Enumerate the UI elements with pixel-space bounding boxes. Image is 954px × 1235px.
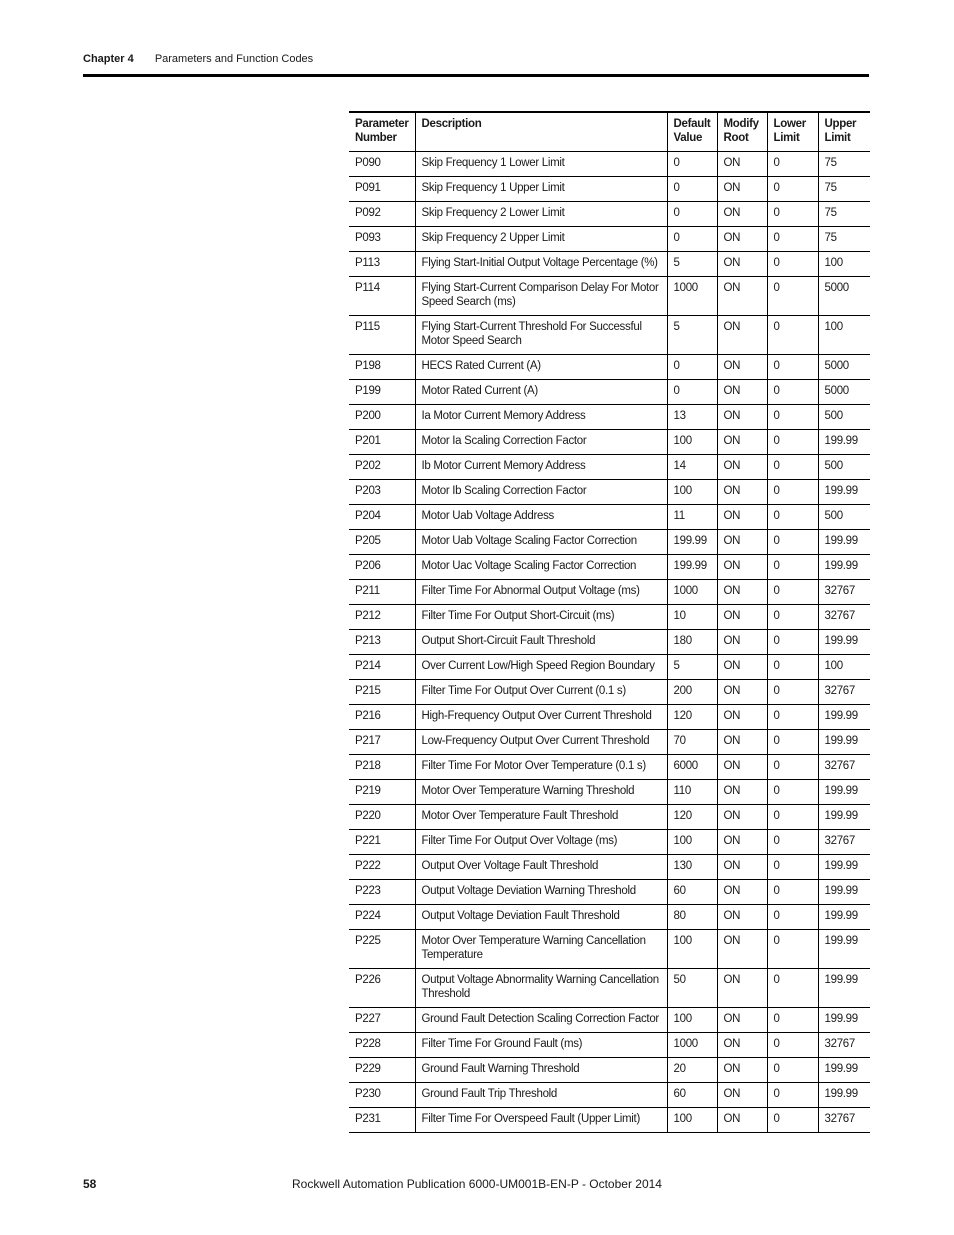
cell-modify-root: ON (717, 905, 767, 930)
cell-default-value: 14 (667, 455, 717, 480)
cell-default-value: 60 (667, 880, 717, 905)
cell-parameter-number: P199 (349, 380, 415, 405)
cell-description: Filter Time For Abnormal Output Voltage (ms) (415, 580, 667, 605)
cell-upper-limit: 199.99 (818, 780, 870, 805)
table-row (349, 705, 870, 730)
table-row (349, 430, 870, 455)
cell-parameter-number: P198 (349, 355, 415, 380)
cell-upper-limit: 32767 (818, 1108, 870, 1133)
column-header-modify-root: Modify Root (717, 112, 767, 152)
page-header (83, 53, 313, 65)
table-row (349, 202, 870, 227)
cell-lower-limit: 0 (767, 605, 818, 630)
cell-description: Motor Ib Scaling Correction Factor (415, 480, 667, 505)
cell-upper-limit: 199.99 (818, 480, 870, 505)
cell-description: Motor Ia Scaling Correction Factor (415, 430, 667, 455)
cell-upper-limit: 32767 (818, 605, 870, 630)
table-row (349, 1033, 870, 1058)
cell-modify-root: ON (717, 152, 767, 177)
cell-modify-root: ON (717, 930, 767, 969)
table-row (349, 177, 870, 202)
cell-parameter-number: P201 (349, 430, 415, 455)
table-row (349, 680, 870, 705)
cell-parameter-number: P228 (349, 1033, 415, 1058)
cell-modify-root: ON (717, 655, 767, 680)
cell-description: Ground Fault Trip Threshold (415, 1083, 667, 1108)
cell-modify-root: ON (717, 405, 767, 430)
cell-description: Skip Frequency 2 Upper Limit (415, 227, 667, 252)
cell-description: Filter Time For Overspeed Fault (Upper Limit) (415, 1108, 667, 1133)
cell-parameter-number: P216 (349, 705, 415, 730)
cell-default-value: 100 (667, 930, 717, 969)
table-row (349, 880, 870, 905)
cell-default-value: 120 (667, 805, 717, 830)
cell-upper-limit: 5000 (818, 355, 870, 380)
cell-parameter-number: P115 (349, 316, 415, 355)
cell-parameter-number: P221 (349, 830, 415, 855)
cell-modify-root: ON (717, 355, 767, 380)
cell-upper-limit: 75 (818, 202, 870, 227)
table-row (349, 405, 870, 430)
cell-description: Flying Start-Current Threshold For Successful Motor Speed Search (415, 316, 667, 355)
cell-upper-limit: 199.99 (818, 905, 870, 930)
cell-modify-root: ON (717, 430, 767, 455)
cell-default-value: 0 (667, 202, 717, 227)
cell-modify-root: ON (717, 1033, 767, 1058)
cell-parameter-number: P215 (349, 680, 415, 705)
cell-parameter-number: P205 (349, 530, 415, 555)
table-row (349, 1083, 870, 1108)
cell-default-value: 11 (667, 505, 717, 530)
cell-description: Skip Frequency 1 Lower Limit (415, 152, 667, 177)
cell-upper-limit: 100 (818, 316, 870, 355)
cell-upper-limit: 199.99 (818, 705, 870, 730)
table-row (349, 380, 870, 405)
cell-default-value: 1000 (667, 1033, 717, 1058)
cell-parameter-number: P229 (349, 1058, 415, 1083)
table-row (349, 227, 870, 252)
cell-modify-root: ON (717, 1083, 767, 1108)
cell-parameter-number: P212 (349, 605, 415, 630)
cell-parameter-number: P217 (349, 730, 415, 755)
cell-upper-limit: 100 (818, 655, 870, 680)
cell-lower-limit: 0 (767, 380, 818, 405)
cell-description: Skip Frequency 1 Upper Limit (415, 177, 667, 202)
cell-upper-limit: 32767 (818, 1033, 870, 1058)
column-header-lower-limit: Lower Limit (767, 112, 818, 152)
cell-default-value: 50 (667, 969, 717, 1008)
cell-lower-limit: 0 (767, 316, 818, 355)
cell-lower-limit: 0 (767, 880, 818, 905)
cell-lower-limit: 0 (767, 505, 818, 530)
cell-modify-root: ON (717, 177, 767, 202)
cell-default-value: 110 (667, 780, 717, 805)
cell-default-value: 180 (667, 630, 717, 655)
cell-description: Ground Fault Detection Scaling Correction Factor (415, 1008, 667, 1033)
page-number: 58 (83, 1177, 97, 1191)
cell-modify-root: ON (717, 227, 767, 252)
cell-default-value: 120 (667, 705, 717, 730)
cell-description: Filter Time For Motor Over Temperature (0.1 s) (415, 755, 667, 780)
table-row (349, 969, 870, 1008)
cell-parameter-number: P230 (349, 1083, 415, 1108)
cell-default-value: 70 (667, 730, 717, 755)
cell-parameter-number: P222 (349, 855, 415, 880)
cell-lower-limit: 0 (767, 755, 818, 780)
cell-description: Output Voltage Abnormality Warning Cancellation Threshold (415, 969, 667, 1008)
cell-modify-root: ON (717, 805, 767, 830)
cell-parameter-number: P226 (349, 969, 415, 1008)
cell-lower-limit: 0 (767, 969, 818, 1008)
column-header-parameter-number: Parameter Number (349, 112, 415, 152)
cell-lower-limit: 0 (767, 730, 818, 755)
cell-description: Output Voltage Deviation Warning Threshold (415, 880, 667, 905)
cell-default-value: 200 (667, 680, 717, 705)
cell-default-value: 10 (667, 605, 717, 630)
cell-upper-limit: 199.99 (818, 555, 870, 580)
cell-description: Flying Start-Current Comparison Delay For Motor Speed Search (ms) (415, 277, 667, 316)
cell-upper-limit: 199.99 (818, 930, 870, 969)
cell-upper-limit: 199.99 (818, 430, 870, 455)
cell-modify-root: ON (717, 380, 767, 405)
table-row (349, 455, 870, 480)
cell-modify-root: ON (717, 855, 767, 880)
cell-lower-limit: 0 (767, 705, 818, 730)
table-row (349, 655, 870, 680)
cell-lower-limit: 0 (767, 277, 818, 316)
cell-description: Motor Uab Voltage Scaling Factor Correction (415, 530, 667, 555)
cell-description: Ib Motor Current Memory Address (415, 455, 667, 480)
publication-info: Rockwell Automation Publication 6000-UM001B-EN-P - October 2014 (292, 1177, 662, 1191)
cell-description: Motor Over Temperature Warning Cancellation Temperature (415, 930, 667, 969)
table-row (349, 316, 870, 355)
cell-parameter-number: P202 (349, 455, 415, 480)
cell-default-value: 100 (667, 1108, 717, 1133)
parameter-table (349, 111, 870, 1133)
cell-modify-root: ON (717, 730, 767, 755)
cell-upper-limit: 500 (818, 455, 870, 480)
cell-lower-limit: 0 (767, 780, 818, 805)
cell-default-value: 20 (667, 1058, 717, 1083)
cell-upper-limit: 32767 (818, 755, 870, 780)
cell-description: Filter Time For Output Short-Circuit (ms) (415, 605, 667, 630)
table-row (349, 152, 870, 177)
cell-modify-root: ON (717, 316, 767, 355)
cell-default-value: 100 (667, 1008, 717, 1033)
cell-parameter-number: P093 (349, 227, 415, 252)
cell-lower-limit: 0 (767, 655, 818, 680)
cell-upper-limit: 199.99 (818, 530, 870, 555)
cell-modify-root: ON (717, 880, 767, 905)
cell-modify-root: ON (717, 780, 767, 805)
cell-modify-root: ON (717, 705, 767, 730)
cell-default-value: 5 (667, 252, 717, 277)
cell-description: Output Voltage Deviation Fault Threshold (415, 905, 667, 930)
column-header-upper-limit: Upper Limit (818, 112, 870, 152)
cell-modify-root: ON (717, 1058, 767, 1083)
cell-modify-root: ON (717, 580, 767, 605)
table-row (349, 277, 870, 316)
cell-upper-limit: 199.99 (818, 880, 870, 905)
section-title: Parameters and Function Codes (154, 53, 314, 65)
cell-default-value: 80 (667, 905, 717, 930)
table-row (349, 1008, 870, 1033)
cell-lower-limit: 0 (767, 1008, 818, 1033)
cell-modify-root: ON (717, 555, 767, 580)
cell-description: Ia Motor Current Memory Address (415, 405, 667, 430)
cell-parameter-number: P220 (349, 805, 415, 830)
table-row (349, 252, 870, 277)
cell-modify-root: ON (717, 277, 767, 316)
cell-upper-limit: 5000 (818, 277, 870, 316)
cell-lower-limit: 0 (767, 1083, 818, 1108)
table-row (349, 580, 870, 605)
cell-parameter-number: P211 (349, 580, 415, 605)
cell-default-value: 130 (667, 855, 717, 880)
table-row (349, 530, 870, 555)
cell-default-value: 199.99 (667, 530, 717, 555)
cell-parameter-number: P218 (349, 755, 415, 780)
cell-default-value: 100 (667, 480, 717, 505)
table-row (349, 1108, 870, 1133)
cell-default-value: 6000 (667, 755, 717, 780)
cell-description: Flying Start-Initial Output Voltage Percentage (%) (415, 252, 667, 277)
cell-description: Ground Fault Warning Threshold (415, 1058, 667, 1083)
column-header-description: Description (415, 112, 667, 152)
cell-description: Filter Time For Ground Fault (ms) (415, 1033, 667, 1058)
cell-parameter-number: P213 (349, 630, 415, 655)
cell-modify-root: ON (717, 480, 767, 505)
cell-default-value: 100 (667, 830, 717, 855)
table-row (349, 555, 870, 580)
cell-default-value: 5 (667, 655, 717, 680)
cell-lower-limit: 0 (767, 430, 818, 455)
cell-modify-root: ON (717, 202, 767, 227)
cell-description: Filter Time For Output Over Current (0.1 s) (415, 680, 667, 705)
cell-lower-limit: 0 (767, 680, 818, 705)
cell-description: Skip Frequency 2 Lower Limit (415, 202, 667, 227)
cell-parameter-number: P223 (349, 880, 415, 905)
cell-upper-limit: 199.99 (818, 1083, 870, 1108)
cell-parameter-number: P206 (349, 555, 415, 580)
cell-lower-limit: 0 (767, 252, 818, 277)
cell-default-value: 60 (667, 1083, 717, 1108)
cell-lower-limit: 0 (767, 580, 818, 605)
cell-default-value: 0 (667, 355, 717, 380)
cell-parameter-number: P114 (349, 277, 415, 316)
cell-description: Motor Over Temperature Warning Threshold (415, 780, 667, 805)
cell-lower-limit: 0 (767, 830, 818, 855)
table-row (349, 355, 870, 380)
cell-default-value: 1000 (667, 277, 717, 316)
cell-lower-limit: 0 (767, 1058, 818, 1083)
cell-modify-root: ON (717, 755, 767, 780)
cell-modify-root: ON (717, 605, 767, 630)
cell-upper-limit: 500 (818, 505, 870, 530)
table-header-row (349, 112, 870, 152)
cell-lower-limit: 0 (767, 355, 818, 380)
table-row (349, 605, 870, 630)
cell-modify-root: ON (717, 830, 767, 855)
cell-parameter-number: P225 (349, 930, 415, 969)
cell-description: HECS Rated Current (A) (415, 355, 667, 380)
cell-lower-limit: 0 (767, 455, 818, 480)
cell-upper-limit: 199.99 (818, 1008, 870, 1033)
cell-description: Output Short-Circuit Fault Threshold (415, 630, 667, 655)
cell-modify-root: ON (717, 455, 767, 480)
cell-lower-limit: 0 (767, 405, 818, 430)
table-row (349, 630, 870, 655)
cell-upper-limit: 32767 (818, 830, 870, 855)
cell-description: High-Frequency Output Over Current Threshold (415, 705, 667, 730)
table-row (349, 805, 870, 830)
cell-default-value: 0 (667, 380, 717, 405)
cell-modify-root: ON (717, 505, 767, 530)
table-body (349, 152, 870, 1133)
cell-lower-limit: 0 (767, 227, 818, 252)
cell-lower-limit: 0 (767, 480, 818, 505)
cell-description: Filter Time For Output Over Voltage (ms) (415, 830, 667, 855)
cell-description: Motor Uac Voltage Scaling Factor Correction (415, 555, 667, 580)
cell-upper-limit: 199.99 (818, 805, 870, 830)
cell-lower-limit: 0 (767, 905, 818, 930)
cell-lower-limit: 0 (767, 1033, 818, 1058)
cell-parameter-number: P204 (349, 505, 415, 530)
cell-upper-limit: 199.99 (818, 730, 870, 755)
cell-parameter-number: P200 (349, 405, 415, 430)
cell-lower-limit: 0 (767, 855, 818, 880)
cell-modify-root: ON (717, 680, 767, 705)
cell-default-value: 1000 (667, 580, 717, 605)
cell-parameter-number: P203 (349, 480, 415, 505)
cell-upper-limit: 5000 (818, 380, 870, 405)
table-row (349, 930, 870, 969)
cell-lower-limit: 0 (767, 1108, 818, 1133)
cell-default-value: 0 (667, 177, 717, 202)
cell-parameter-number: P219 (349, 780, 415, 805)
cell-default-value: 13 (667, 405, 717, 430)
cell-modify-root: ON (717, 1108, 767, 1133)
cell-parameter-number: P090 (349, 152, 415, 177)
cell-description: Motor Uab Voltage Address (415, 505, 667, 530)
cell-upper-limit: 75 (818, 177, 870, 202)
cell-parameter-number: P231 (349, 1108, 415, 1133)
cell-upper-limit: 199.99 (818, 855, 870, 880)
cell-modify-root: ON (717, 530, 767, 555)
chapter-label: Chapter 4 (83, 53, 134, 65)
cell-upper-limit: 199.99 (818, 1058, 870, 1083)
cell-default-value: 0 (667, 152, 717, 177)
table-row (349, 1058, 870, 1083)
cell-parameter-number: P227 (349, 1008, 415, 1033)
cell-parameter-number: P091 (349, 177, 415, 202)
cell-modify-root: ON (717, 630, 767, 655)
table-row (349, 755, 870, 780)
cell-lower-limit: 0 (767, 530, 818, 555)
cell-description: Over Current Low/High Speed Region Boundary (415, 655, 667, 680)
cell-lower-limit: 0 (767, 152, 818, 177)
cell-modify-root: ON (717, 252, 767, 277)
cell-upper-limit: 199.99 (818, 630, 870, 655)
cell-parameter-number: P224 (349, 905, 415, 930)
cell-upper-limit: 75 (818, 227, 870, 252)
cell-modify-root: ON (717, 1008, 767, 1033)
cell-description: Motor Over Temperature Fault Threshold (415, 805, 667, 830)
table-row (349, 730, 870, 755)
cell-lower-limit: 0 (767, 930, 818, 969)
cell-lower-limit: 0 (767, 202, 818, 227)
table-row (349, 855, 870, 880)
cell-description: Output Over Voltage Fault Threshold (415, 855, 667, 880)
cell-parameter-number: P113 (349, 252, 415, 277)
cell-default-value: 5 (667, 316, 717, 355)
cell-parameter-number: P092 (349, 202, 415, 227)
cell-upper-limit: 500 (818, 405, 870, 430)
table-row (349, 905, 870, 930)
cell-lower-limit: 0 (767, 555, 818, 580)
header-rule (83, 74, 869, 77)
cell-description: Low-Frequency Output Over Current Threshold (415, 730, 667, 755)
column-header-default-value: Default Value (667, 112, 717, 152)
cell-lower-limit: 0 (767, 805, 818, 830)
table-row (349, 480, 870, 505)
cell-upper-limit: 75 (818, 152, 870, 177)
table-row (349, 780, 870, 805)
cell-lower-limit: 0 (767, 177, 818, 202)
cell-parameter-number: P214 (349, 655, 415, 680)
table-row (349, 505, 870, 530)
cell-upper-limit: 32767 (818, 680, 870, 705)
cell-upper-limit: 100 (818, 252, 870, 277)
cell-default-value: 0 (667, 227, 717, 252)
cell-lower-limit: 0 (767, 630, 818, 655)
cell-upper-limit: 32767 (818, 580, 870, 605)
cell-description: Motor Rated Current (A) (415, 380, 667, 405)
cell-default-value: 100 (667, 430, 717, 455)
cell-modify-root: ON (717, 969, 767, 1008)
cell-default-value: 199.99 (667, 555, 717, 580)
cell-upper-limit: 199.99 (818, 969, 870, 1008)
table-row (349, 830, 870, 855)
